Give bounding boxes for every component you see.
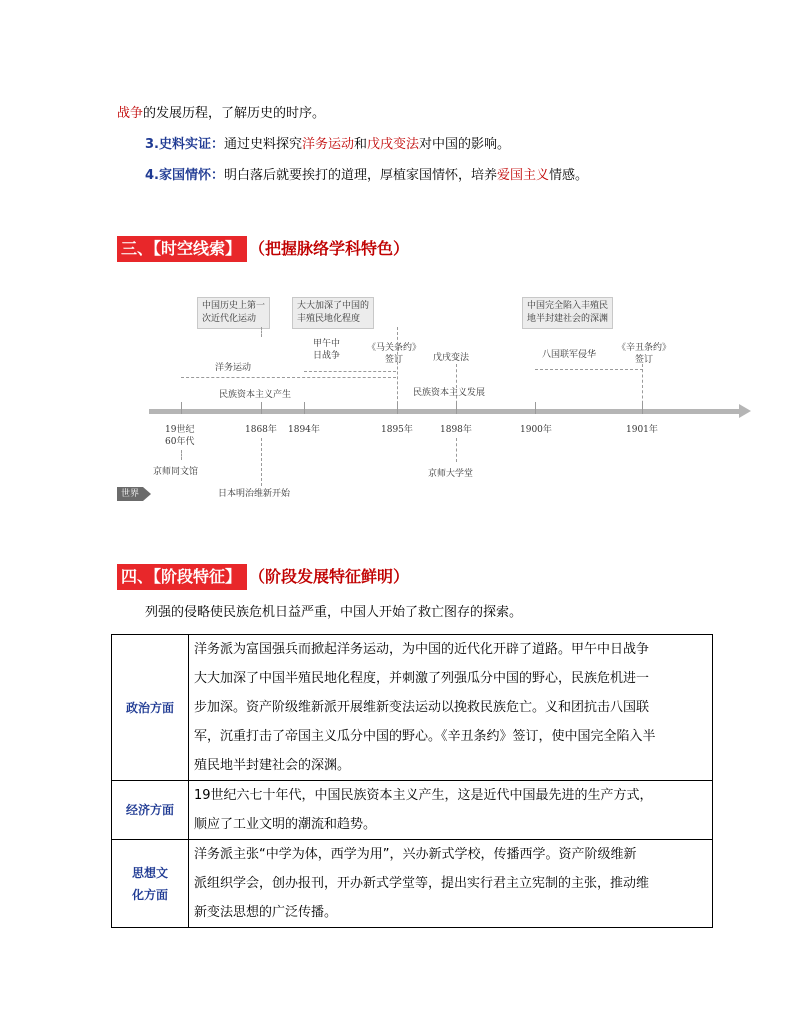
tick — [397, 402, 398, 414]
box-line: 中国历史上第一 — [202, 301, 266, 311]
timeline-axis — [149, 409, 741, 414]
intro-line-1 — [117, 104, 325, 124]
intro-line-1-text: 的发展历程，了解历史的时序。 — [143, 106, 326, 121]
section-title: 四、【阶段特征】 — [117, 564, 247, 590]
row-head-line: 思想文 — [131, 865, 168, 880]
label-meiji: 日本明治维新开始 — [218, 489, 291, 499]
tick-label-1898: 1898年 — [440, 425, 472, 435]
label-line: 签订 — [385, 355, 404, 365]
box-line: 大大加深了中国的 — [297, 301, 370, 311]
tick-line: 19世纪 — [165, 425, 195, 435]
label-capital-birth: 民族资本主义产生 — [219, 390, 292, 400]
world-tag: 世界 — [117, 487, 143, 501]
label-line: 签订 — [635, 355, 654, 365]
table-row — [112, 781, 713, 840]
item-label: 3.史料实证： — [145, 137, 224, 152]
term-war: 战争 — [117, 106, 144, 121]
section-subtitle: （把握脉络学科特色） — [249, 239, 410, 258]
tick — [535, 402, 536, 414]
war-range — [304, 371, 396, 372]
content-line: 派组织学会，创办报刊，开办新式学堂等，提出实行君主立宪制的主张，推动维 — [194, 876, 650, 891]
label-war — [313, 338, 340, 362]
connector — [181, 450, 182, 460]
label-line: 甲午中 — [313, 339, 341, 349]
item-text: 对中国的影响。 — [419, 137, 511, 152]
content-line: 殖民地半封建社会的深渊。 — [194, 758, 351, 773]
tick — [456, 402, 457, 414]
timeline-arrow-icon — [739, 404, 751, 418]
content-line: 军，沉重打击了帝国主义瓜分中国的野心。《辛丑条约》签订，使中国完全陷入半 — [194, 729, 656, 744]
label-treaty-shimonoseki — [367, 342, 421, 366]
content-line: 洋务派主张“中学为体，西学为用”，兴办新式学校，传播西学。资产阶级维新 — [194, 847, 637, 862]
tick — [304, 402, 305, 414]
label-treaty-boxer — [617, 342, 671, 366]
item-text: 明白落后就要挨打的道理，厚植家国情怀，培养 — [223, 168, 497, 183]
item-text: 和 — [354, 137, 368, 152]
label-peking-university: 京师大学堂 — [428, 469, 474, 479]
label-line: 日战争 — [313, 351, 341, 361]
term: 爱国主义 — [497, 168, 550, 183]
row-head: 经济方面 — [112, 781, 189, 840]
item-label: 4.家国情怀： — [145, 168, 224, 183]
section-heading-timeline — [117, 236, 409, 262]
label-yangwu: 洋务运动 — [215, 363, 252, 373]
content-line: 19世纪六七十年代，中国民族资本主义产生，这是近代中国最先进的生产方式， — [194, 788, 653, 803]
item-text: 情感。 — [549, 168, 589, 183]
row-content — [189, 635, 713, 781]
row-head-line: 化方面 — [131, 887, 168, 902]
content-line: 大大加深了中国半殖民地化程度，并刺激了列强瓜分中国的野心，民族危机进一 — [194, 671, 650, 686]
label-line: 《辛丑条约》 — [617, 343, 672, 353]
label-line: 《马关条约》 — [367, 343, 422, 353]
term: 洋务运动 — [302, 137, 355, 152]
intro-item-4 — [145, 166, 588, 186]
tick — [181, 402, 182, 414]
timeline-box-abyss — [522, 297, 613, 329]
tick-label-1901: 1901年 — [626, 425, 658, 435]
tick-label-1868: 1868年 — [245, 425, 277, 435]
content-line: 顺应了工业文明的潮流和趋势。 — [194, 817, 377, 832]
timeline-box-semi-colonial — [292, 297, 374, 329]
label-tongwenguan: 京师同文馆 — [153, 467, 199, 477]
timeline-box-first-modernization — [197, 297, 270, 329]
row-head: 政治方面 — [112, 635, 189, 781]
row-content — [189, 840, 713, 928]
timeline-figure — [117, 292, 757, 507]
label-eight-nation: 八国联军侵华 — [542, 350, 597, 360]
connector — [261, 327, 262, 337]
content-line: 步加深。资产阶级维新派开展维新变法运动以挽救民族危亡。义和团抗击八国联 — [194, 700, 650, 715]
tick — [261, 402, 262, 414]
table-row — [112, 840, 713, 928]
tick-label-1860s — [165, 424, 194, 448]
connector — [397, 327, 398, 409]
section-title: 三、【时空线索】 — [117, 236, 247, 262]
box-line: 地半封建社会的深渊 — [527, 314, 609, 324]
item-text: 通过史料探究 — [223, 137, 302, 152]
label-capital-growth: 民族资本主义发展 — [413, 388, 486, 398]
row-content — [189, 781, 713, 840]
intro-item-3 — [145, 135, 510, 155]
tick-line: 60年代 — [165, 437, 195, 447]
tick — [642, 402, 643, 414]
eight-nation-range — [535, 369, 643, 370]
yangwu-range — [181, 377, 396, 378]
label-reform: 戊戌变法 — [433, 353, 470, 363]
section-heading-stage — [117, 564, 409, 590]
tick-label-1900: 1900年 — [520, 425, 552, 435]
box-line: 丰殖民地化程度 — [297, 314, 361, 324]
term: 戊戌变法 — [367, 137, 420, 152]
content-line: 洋务派为富国强兵而掀起洋务运动，为中国的近代化开辟了道路。甲午中日战争 — [194, 642, 650, 657]
content-line: 新变法思想的广泛传播。 — [194, 905, 338, 920]
row-head — [112, 840, 189, 928]
section-subtitle: （阶段发展特征鲜明） — [249, 567, 410, 586]
table-row — [112, 635, 713, 781]
tick-label-1894: 1894年 — [288, 425, 320, 435]
box-line: 中国完全陷入丰殖民 — [527, 301, 609, 311]
box-line: 次近代化运动 — [202, 314, 257, 324]
summary-text: 列强的侵略使民族危机日益严重，中国人开始了救亡图存的探索。 — [145, 605, 523, 620]
tick-label-1895: 1895年 — [381, 425, 413, 435]
stage-features-table — [111, 634, 713, 928]
connector — [456, 438, 457, 462]
connector — [261, 438, 262, 486]
